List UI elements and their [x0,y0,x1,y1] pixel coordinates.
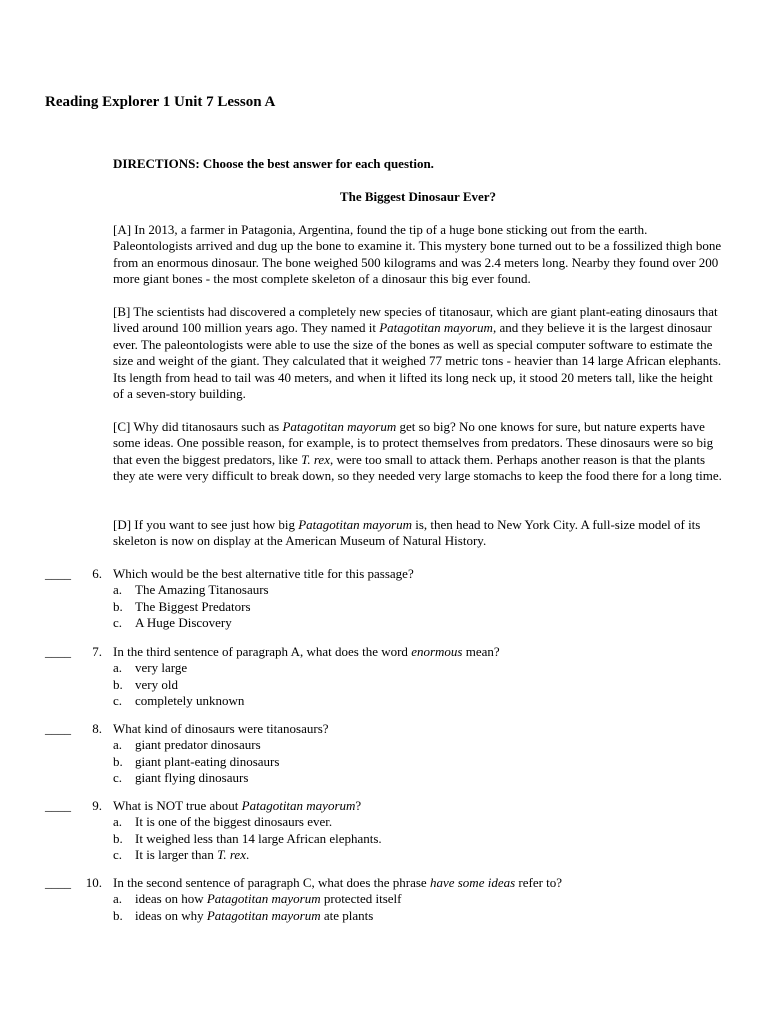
question-number: 8. [92,721,102,736]
option-letter: b. [113,676,123,692]
text-segment: [B] The scientists had discovered a completely new species of titanosaur, which are giant plant-eating dinosaurs that lived around 100 million years ago. They named it [113,304,718,336]
text-segment: [A] In 2013, a farmer in Patagonia, Argentina, found the tip of a huge bone sticking out from the earth. Paleontologists arrived and dug up the bone to examine it. This mystery bone turned out to be a fossilized thigh bone from an enormous dinosaur. The bone weighed 500 kilograms and was 2.4 meters long. Nearby they found over 200 more giant bones - the most complete skeleton of a dinosaur this big ever found. [113,222,722,287]
question-number: 7. [92,644,102,659]
passage-title: The Biggest Dinosaur Ever? [339,189,497,204]
answer-blank[interactable]: ____ [45,875,71,890]
paragraph-b [113,304,725,402]
question-stem [113,798,361,814]
text-segment: giant flying dinosaurs [135,769,249,785]
answer-blank[interactable]: ____ [45,798,71,813]
text-segment: refer to? [515,875,563,890]
option-letter: a. [113,737,123,753]
question-number: 9. [92,798,102,813]
question-stem [113,875,562,891]
text-segment: It is one of the biggest dinosaurs ever. [135,814,333,830]
text-segment: What kind of dinosaurs were titanosaurs? [113,721,329,736]
text-segment: ideas on how [135,891,207,907]
question-stem [113,566,414,582]
answer-option [113,615,232,631]
paragraph-d [113,517,725,550]
text-segment: very old [135,676,178,692]
option-letter: c. [113,692,123,708]
italic-text: Patagotitan mayorum [206,891,321,907]
text-segment: In the second sentence of paragraph C, what does the phrase [113,875,430,890]
answer-option [113,847,249,863]
text-segment: is, then head to New York City. A full-size model of its skeleton is now on display at the American Museum of Natural History. [113,517,701,549]
italic-text: Patagotitan mayorum [298,517,412,532]
answer-option [113,737,261,753]
text-segment: and they believe it is the largest dinosaur ever. The paleontologists were able to use the size of the bones as well as special computer software to estimate the size and weight of the giant. They calculated that it weighed 77 metric tons - heavier than 14 large African elephants. Its length from head to tail was 40 meters, and when it lifted its long neck up, it stood 20 meters tall, like the height of a seven-story building. [113,320,722,402]
text-segment: The Biggest Predators [135,598,251,614]
text-segment: ate plants [320,907,374,923]
answer-blank[interactable]: ____ [45,644,71,659]
paragraph-a [113,222,725,288]
option-letter: c. [113,769,123,785]
italic-text: Patagotitan mayorum [282,419,397,434]
option-letter: a. [113,660,123,676]
text-segment: completely unknown [135,692,245,708]
option-letter: c. [113,846,123,862]
text-segment: get so big? No one knows for sure, but nature experts have some ideas. One possible reason, for example, is to protect themselves from predators. These dinosaurs were so big that even the biggest predators, like [113,419,714,467]
text-segment: A Huge Discovery [135,614,232,630]
answer-blank[interactable]: ____ [45,721,71,736]
answer-option [113,770,248,786]
option-letter: b. [113,830,123,846]
directions-text: DIRECTIONS: Choose the best answer for each question. [113,156,434,171]
text-segment: [C] Why did titanosaurs such as [113,419,283,434]
text-segment: ? [355,798,362,813]
answer-option [113,677,178,693]
option-letter: b. [113,598,123,614]
text-segment: very large [135,660,188,676]
answer-option [113,908,373,924]
text-segment: It is larger than [135,846,218,862]
answer-option [113,891,401,907]
paragraph-c [113,419,725,485]
text-segment: ideas on why [135,907,207,923]
option-letter: c. [113,614,123,630]
italic-text: enormous [411,644,463,659]
italic-text: Patagotitan mayorum [241,798,356,813]
text-segment: In the third sentence of paragraph A, what does the word [113,644,412,659]
answer-option [113,660,187,676]
italic-text: have some ideas [429,875,516,890]
text-segment: Which would be the best alternative title for this passage? [113,566,414,581]
text-segment: The Amazing Titanosaurs [135,582,269,598]
question-stem [113,721,329,737]
text-segment: giant predator dinosaurs [135,737,261,753]
option-letter: b. [113,907,123,923]
option-letter: a. [113,582,123,598]
option-letter: a. [113,814,123,830]
question-number: 6. [92,566,102,581]
italic-text: T. rex [217,846,246,862]
answer-option [113,754,279,770]
answer-option [113,814,332,830]
text-segment: , were too small to attack them. Perhaps another reason is that the plants they ate were very difficult to break down, so they needed very large stomachs to keep the food there for a long time. [113,451,722,484]
text-segment: mean? [462,644,500,659]
text-segment: [D] If you want to see just how big [113,517,299,532]
italic-text: Patagotitan mayorum [206,907,321,923]
option-letter: a. [113,891,123,907]
text-segment: . [245,846,250,862]
text-segment: giant plant-eating dinosaurs [135,753,280,769]
option-letter: b. [113,753,123,769]
answer-option [113,693,244,709]
answer-option [113,831,382,847]
page-title: Reading Explorer 1 Unit 7 Lesson A [45,94,276,110]
answer-option [113,582,269,598]
answer-option [113,599,251,615]
question-stem [113,644,500,660]
text-segment: It weighed less than 14 large African elephants. [135,830,382,846]
question-number: 10. [85,875,102,890]
italic-text: Patagotitan mayorum, [379,320,497,336]
text-segment: What is NOT true about [113,798,242,813]
answer-blank[interactable]: ____ [45,566,71,581]
text-segment: protected itself [320,891,402,907]
italic-text: T. rex [301,451,330,467]
